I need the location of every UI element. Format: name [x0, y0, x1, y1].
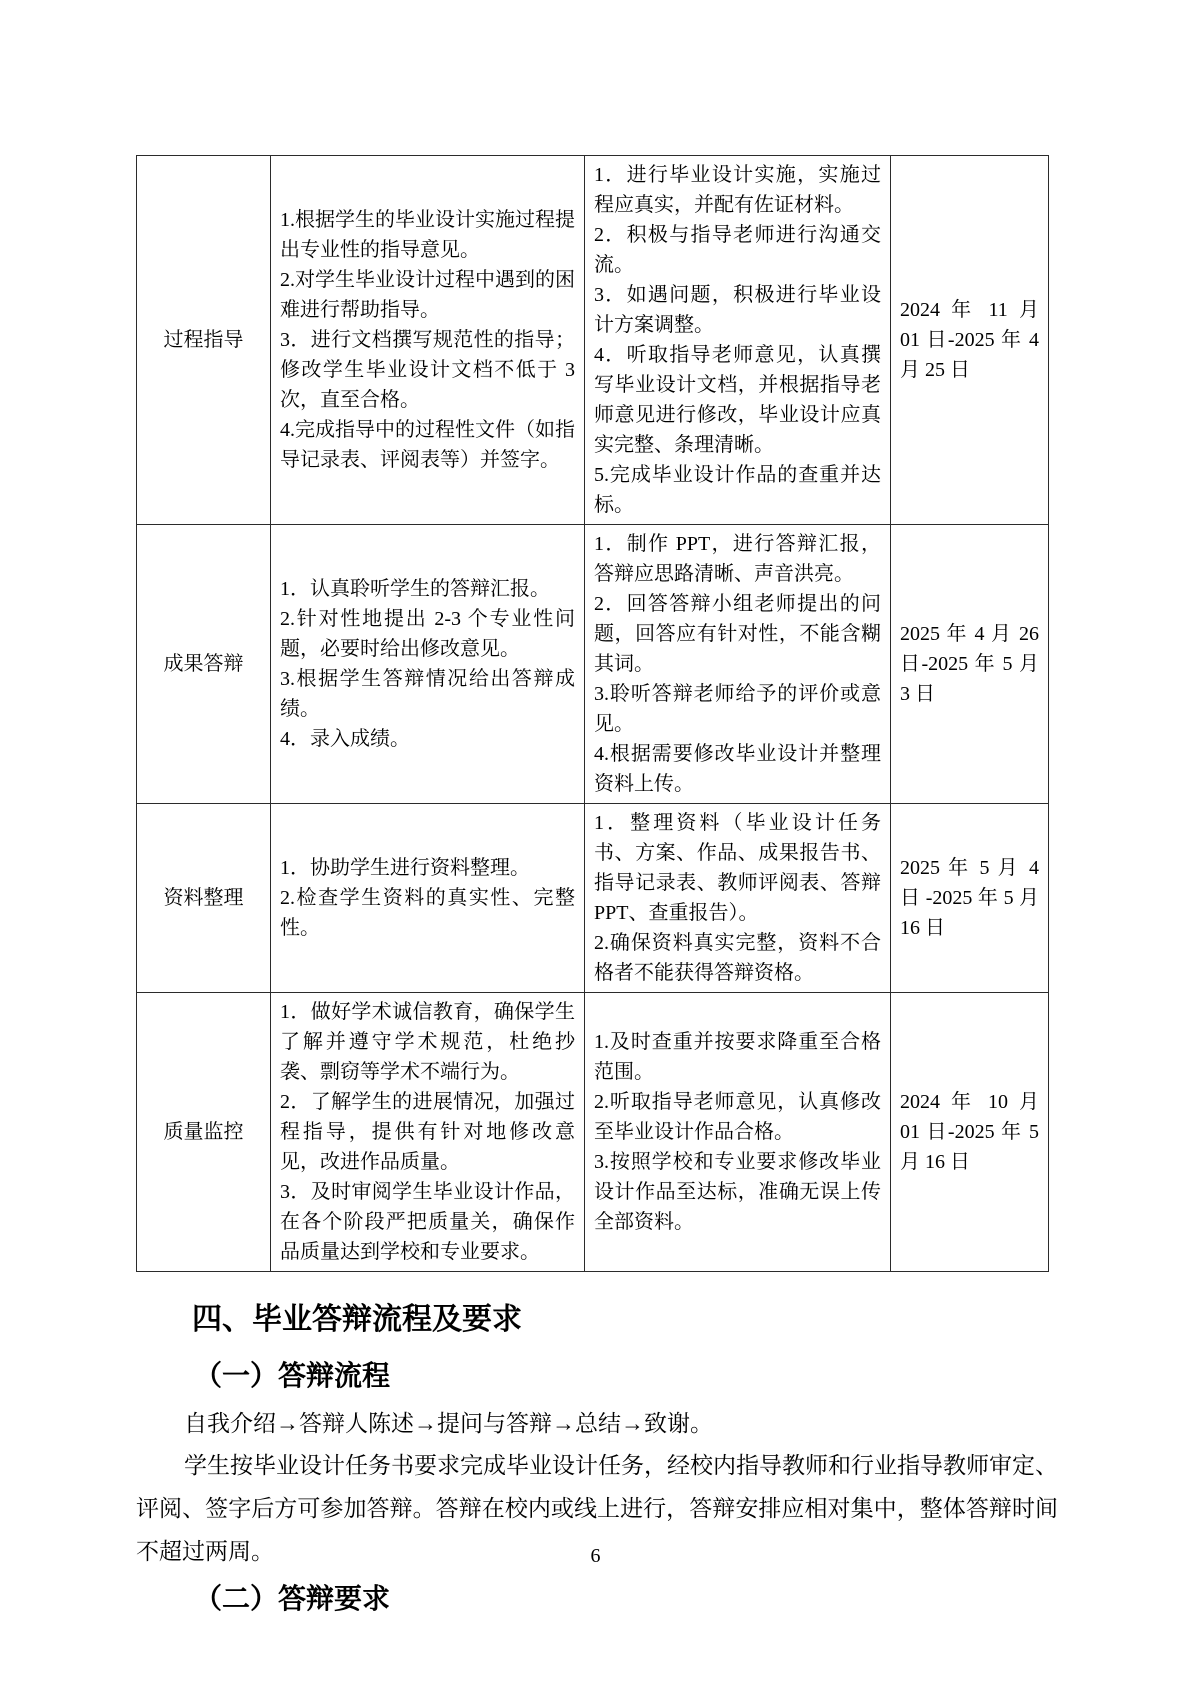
stage-name-cell: 过程指导 — [137, 156, 271, 525]
document-page-content — [136, 155, 1058, 1619]
stage-name-cell: 成果答辩 — [137, 525, 271, 804]
task-item: 4．听取指导老师意见，认真撰写毕业设计文档，并根据指导老师意见进行修改，毕业设计应真实完整、条理清晰。 — [594, 344, 881, 456]
task-item: 4.完成指导中的过程性文件（如指导记录表、评阅表等）并签字。 — [280, 419, 575, 471]
defense-arrangement-paragraph: 学生按毕业设计任务书要求完成毕业设计任务，经校内指导教师和行业指导教师审定、评阅、签字后方可参加答辩。答辩在校内或线上进行，答辩安排应相对集中，整体答辩时间不超过两周。 — [136, 1453, 1058, 1564]
table-row — [137, 156, 1049, 525]
date-range-cell: 2025 年 4 月 26 日-2025 年 5 月 3 日 — [891, 525, 1049, 804]
task-item: 1．进行毕业设计实施，实施过程应真实，并配有佐证材料。 — [594, 164, 881, 216]
table-row — [137, 525, 1049, 804]
task-item: 1．认真聆听学生的答辩汇报。 — [280, 578, 550, 600]
task-item: 1.根据学生的毕业设计实施过程提出专业性的指导意见。 — [280, 209, 575, 261]
task-item: 2.检查学生资料的真实性、完整性。 — [280, 887, 575, 939]
graduation-design-responsibilities-table — [136, 155, 1049, 1272]
task-item: 4.根据需要修改毕业设计并整理资料上传。 — [594, 743, 881, 795]
task-item: 2.确保资料真实完整，资料不合格者不能获得答辩资格。 — [594, 932, 881, 984]
stage-name-cell: 质量监控 — [137, 993, 271, 1272]
task-item: 3.按照学校和专业要求修改毕业设计作品至达标，准确无误上传全部资料。 — [594, 1151, 881, 1233]
task-item: 2．积极与指导老师进行沟通交流。 — [594, 224, 881, 276]
task-item: 1．整理资料（毕业设计任务书、方案、作品、成果报告书、指导记录表、教师评阅表、答辩 PPT、查重报告）。 — [594, 812, 881, 924]
task-item: 3．如遇问题，积极进行毕业设计方案调整。 — [594, 284, 881, 336]
student-tasks-cell — [585, 804, 891, 993]
task-item: 3．进行文档撰写规范性的指导；修改学生毕业设计文档不低于 3 次，直至合格。 — [280, 329, 575, 411]
task-item: 3.聆听答辩老师给予的评价或意见。 — [594, 683, 881, 735]
task-item: 1．制作 PPT，进行答辩汇报，答辩应思路清晰、声音洪亮。 — [594, 533, 881, 585]
section-heading-defense-process-and-requirements: 四、毕业答辩流程及要求 — [192, 1303, 522, 1336]
defense-flow-text: 自我介绍→答辩人陈述→提问与答辩→总结→致谢。 — [184, 1411, 713, 1436]
task-item: 1.及时查重并按要求降重至合格范围。 — [594, 1031, 881, 1083]
task-item: 3．及时审阅学生毕业设计作品，在各个阶段严把质量关，确保作品质量达到学校和专业要求。 — [280, 1181, 575, 1263]
task-item: 1．协助学生进行资料整理。 — [280, 857, 530, 879]
task-item: 2.听取指导老师意见，认真修改至毕业设计作品合格。 — [594, 1091, 881, 1143]
student-tasks-cell — [585, 156, 891, 525]
student-tasks-cell — [585, 525, 891, 804]
task-item: 4．录入成绩。 — [280, 728, 410, 750]
subsection-heading-defense-flow: （一）答辩流程 — [194, 1360, 391, 1391]
subsection-heading-defense-requirements: （二）答辩要求 — [194, 1583, 391, 1614]
task-item: 2．回答答辩小组老师提出的问题，回答应有针对性，不能含糊其词。 — [594, 593, 881, 675]
student-tasks-cell — [585, 993, 891, 1272]
table-row — [137, 993, 1049, 1272]
task-item: 5.完成毕业设计作品的查重并达标。 — [594, 464, 881, 516]
date-range-cell: 2025 年 5 月 4 日 -2025 年 5 月 16 日 — [891, 804, 1049, 993]
teacher-tasks-cell — [271, 525, 585, 804]
date-range-cell: 2024 年 10 月 01 日-2025 年 5 月 16 日 — [891, 993, 1049, 1272]
teacher-tasks-cell — [271, 993, 585, 1272]
task-item: 1．做好学术诚信教育，确保学生了解并遵守学术规范，杜绝抄袭、剽窃等学术不端行为。 — [280, 1001, 575, 1083]
task-item: 2.对学生毕业设计过程中遇到的困难进行帮助指导。 — [280, 269, 575, 321]
teacher-tasks-cell — [271, 156, 585, 525]
table-row — [137, 804, 1049, 993]
date-range-cell: 2024 年 11 月 01 日-2025 年 4 月 25 日 — [891, 156, 1049, 525]
task-item: 2．了解学生的进展情况，加强过程指导，提供有针对地修改意见，改进作品质量。 — [280, 1091, 575, 1173]
stage-name-cell: 资料整理 — [137, 804, 271, 993]
teacher-tasks-cell — [271, 804, 585, 993]
task-item: 2.针对性地提出 2-3 个专业性问题，必要时给出修改意见。 — [280, 608, 575, 660]
page-number: 6 — [590, 1545, 601, 1567]
task-item: 3.根据学生答辩情况给出答辩成绩。 — [280, 668, 575, 720]
